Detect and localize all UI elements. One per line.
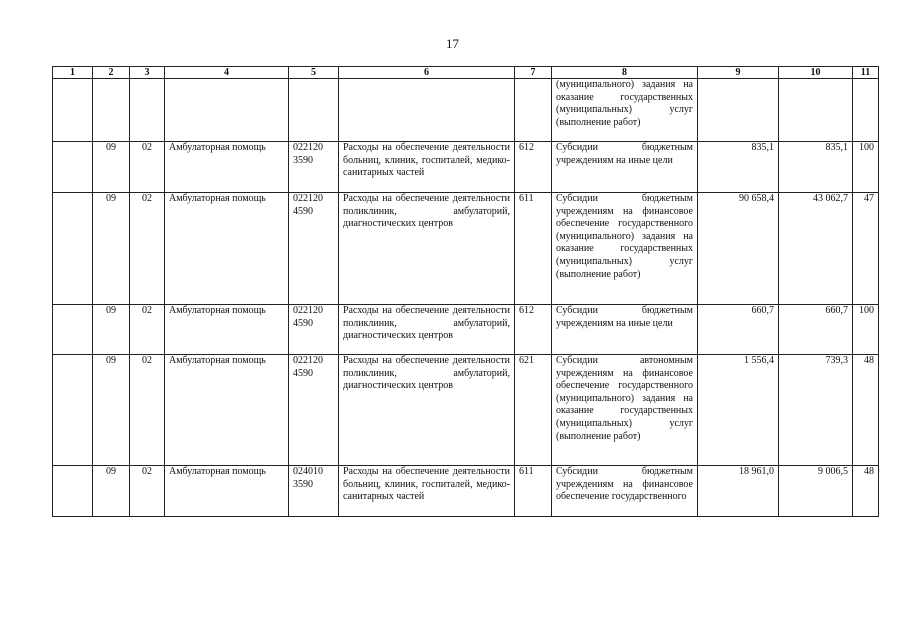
cell-percent: 100: [853, 142, 879, 193]
cell-target-code: 022120 4590: [289, 355, 339, 466]
cell-value-10: 739,3: [779, 355, 853, 466]
column-header-6: 6: [339, 67, 515, 79]
cell-expense-type-name: Субсидии автономным учреждениям на финансовое обеспечение государственного (муниципального) задания на оказание государственных (муниципальных) услуг (выполнение работ): [552, 355, 698, 466]
table-header-row: [53, 67, 879, 79]
cell-subsection-name: Амбулаторная помощь: [165, 355, 289, 466]
column-header-7: 7: [515, 67, 552, 79]
cell-subsection-name: Амбулаторная помощь: [165, 305, 289, 355]
cell-col1: [53, 79, 93, 142]
cell-subsection: 02: [130, 466, 165, 517]
column-header-10: 10: [779, 67, 853, 79]
cell-value-9: 835,1: [698, 142, 779, 193]
cell-value-10: 835,1: [779, 142, 853, 193]
cell-expense-type-name: Субсидии бюджетным учреждениям на иные цели: [552, 305, 698, 355]
budget-table: [52, 66, 879, 517]
column-header-4: 4: [165, 67, 289, 79]
column-header-9: 9: [698, 67, 779, 79]
cell-subsection-name: Амбулаторная помощь: [165, 193, 289, 305]
cell-value-10: 9 006,5: [779, 466, 853, 517]
column-header-2: 2: [93, 67, 130, 79]
cell-percent: 48: [853, 355, 879, 466]
cell-col1: [53, 193, 93, 305]
cell-section: 09: [93, 305, 130, 355]
column-header-5: 5: [289, 67, 339, 79]
cell-target-code: 024010 3590: [289, 466, 339, 517]
cell-target-name: [339, 79, 515, 142]
cell-col1: [53, 466, 93, 517]
cell-value-10: [779, 79, 853, 142]
cell-subsection: 02: [130, 142, 165, 193]
table-row: [53, 142, 879, 193]
cell-expense-type: [515, 79, 552, 142]
cell-expense-type: 611: [515, 193, 552, 305]
cell-value-9: 18 961,0: [698, 466, 779, 517]
cell-value-9: [698, 79, 779, 142]
cell-subsection: 02: [130, 193, 165, 305]
column-header-3: 3: [130, 67, 165, 79]
cell-percent: [853, 79, 879, 142]
cell-target-code: 022120 4590: [289, 305, 339, 355]
cell-value-9: 1 556,4: [698, 355, 779, 466]
cell-subsection-name: Амбулаторная помощь: [165, 466, 289, 517]
cell-expense-type-name: Субсидии бюджетным учреждениям на финансовое обеспечение государственного: [552, 466, 698, 517]
cell-target-code: 022120 3590: [289, 142, 339, 193]
cell-expense-type: 621: [515, 355, 552, 466]
cell-expense-type: 612: [515, 142, 552, 193]
cell-subsection: 02: [130, 355, 165, 466]
column-header-8: 8: [552, 67, 698, 79]
cell-expense-type-name: Субсидии бюджетным учреждениям на иные цели: [552, 142, 698, 193]
cell-percent: 47: [853, 193, 879, 305]
cell-value-10: 43 062,7: [779, 193, 853, 305]
cell-value-10: 660,7: [779, 305, 853, 355]
cell-subsection: 02: [130, 305, 165, 355]
cell-section: 09: [93, 142, 130, 193]
cell-percent: 48: [853, 466, 879, 517]
cell-expense-type-name: Субсидии бюджетным учреждениям на финансовое обеспечение государственного (муниципального) задания на оказание государственных (муниципальных) услуг (выполнение работ): [552, 193, 698, 305]
cell-value-9: 90 658,4: [698, 193, 779, 305]
table-row: [53, 466, 879, 517]
cell-section: 09: [93, 355, 130, 466]
cell-target-code: 022120 4590: [289, 193, 339, 305]
cell-section: 09: [93, 193, 130, 305]
cell-subsection-name: Амбулаторная помощь: [165, 142, 289, 193]
cell-expense-type-name: (муниципального) задания на оказание государственных (муниципальных) услуг (выполнение работ): [552, 79, 698, 142]
table-row: [53, 305, 879, 355]
cell-target-name: Расходы на обеспечение деятельности поликлиник, амбулаторий, диагностических центров: [339, 355, 515, 466]
table-row: [53, 355, 879, 466]
cell-target-name: Расходы на обеспечение деятельности больниц, клиник, госпиталей, медико-санитарных частей: [339, 142, 515, 193]
cell-subsection-name: [165, 79, 289, 142]
column-header-11: 11: [853, 67, 879, 79]
cell-col1: [53, 142, 93, 193]
page-number: 17: [446, 36, 459, 51]
cell-expense-type: 612: [515, 305, 552, 355]
cell-expense-type: 611: [515, 466, 552, 517]
cell-target-code: [289, 79, 339, 142]
cell-subsection: [130, 79, 165, 142]
cell-section: 09: [93, 466, 130, 517]
column-header-1: 1: [53, 67, 93, 79]
cell-target-name: Расходы на обеспечение деятельности поликлиник, амбулаторий, диагностических центров: [339, 305, 515, 355]
cell-col1: [53, 305, 93, 355]
cell-value-9: 660,7: [698, 305, 779, 355]
cell-section: [93, 79, 130, 142]
cell-target-name: Расходы на обеспечение деятельности больниц, клиник, госпиталей, медико-санитарных частей: [339, 466, 515, 517]
cell-col1: [53, 355, 93, 466]
cell-target-name: Расходы на обеспечение деятельности поликлиник, амбулаторий, диагностических центров: [339, 193, 515, 305]
table-row: [53, 79, 879, 142]
table-row: [53, 193, 879, 305]
cell-percent: 100: [853, 305, 879, 355]
